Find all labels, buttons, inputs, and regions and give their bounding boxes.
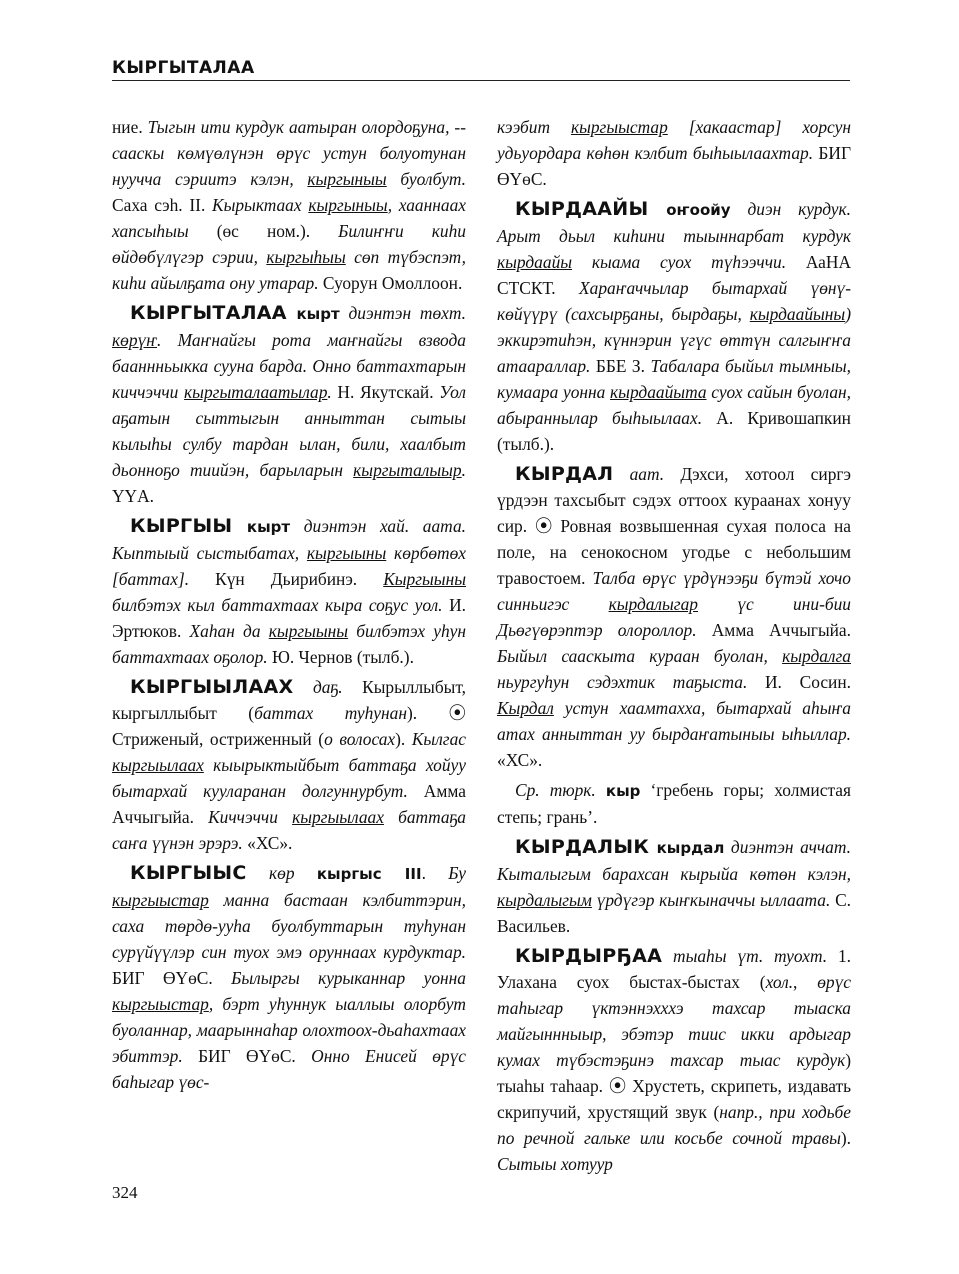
entry-headword: КЫРДАЛ [515,463,614,485]
entry-headword: КЫРГЫЫ [130,515,233,537]
etymology-note: Ср. тюрк. кыр ‘гребень горы; холмистая степь; грань’. [497,780,851,827]
dictionary-entry: КЫРГЫТАЛАА кырт диэнтэн төхт. көрүҥ. Маҥнайгы рота маҥнайгы взвода бааннньыкка сууна барда. Онно баттахтарын киччэччи кыргыталаатылар. Н. Якутскай. Уол аҕатын сыттыгын анныттан сытыы кылыһы сулбу тардан ылан, били, хаалбыт дьонноҕо тиийэн, барыларын кыргыталыыр. ҮҮА. [112,302,466,506]
dictionary-entry: КЫРДАЛ аат. Дэхси, хотоол сиргэ үрдээн тахсыбыт сэдэх оттоох кураанах хонуу сир. ⦿ Ровная возвышенная сухая полоса на поле, на сенокосном угодье с небольшим травостоем. Талба өрүс үрдүнээҕи бүтэй хочо синньигэс кырдалыгар үс ини-бии Дьөгүөрэптэр олороллор. Амма Аччыгыйа. Быйыл сааскыта кураан буолан, кырдалга ньургуһун сэдэхтик таҕыста. И. Сосин. Кырдал устун хаамтахха, бытархай аһыҥа атах анныттан уу бырдаҥатыныы ыһыллар. «ХС». [497,463,852,770]
entry-headword: КЫРДААЙЫ [515,198,649,220]
dictionary-entry: КЫРГЫЫ кырт диэнтэн хай. аата. Кыптыый сыстыбатах, кыргыыны көрбөтөх [баттах]. Күн Дьирибинэ. Кыргыыны билбэтэх кыл баттахтаах кыра соҕус уол. И. Эртюков. Хаһан да кыргыыны билбэтэх уһун баттахтаах оҕолор. Ю. Чернов (тылб.). [112,515,466,667]
entry-headword: КЫРГЫТАЛАА [130,302,287,324]
entry-headword: КЫРГЫЫС [130,862,247,884]
entry-headword: КЫРГЫЫЛААХ [130,676,294,698]
page-number: 324 [112,1183,138,1202]
dictionary-entry: КЫРДАЛЫК кырдал диэнтэн аччат. Кыталыгым барахсан кырыйа көтөн кэлэн, кырдалыгым үрдүгэр кыҥкыначчы ыллаата. С. Васильев. [497,836,852,936]
continued-entry-paragraph: ние. Тыгын ити курдук аатыран олордоҕуна, -- сааскы көмүөлүнэн өрүс устун болуотунан нуучча сэриитэ кэлэн, кыргыныы буолбут. Саха сэһ. II. Кырыктаах кыргыныы, хааннаах хапсыһыы (өс ном.). Билиҥҥи киһи өйдөбүлүгэр сэрии, кыргыһыы сөп түбэспэт, киһи айылҕата ону утарар. Суорун Омоллоон. [112,117,467,293]
left-column [112,114,466,1099]
right-column [497,114,851,1181]
header-rule [112,80,850,81]
running-header-title: КЫРГЫТАЛАА [112,58,255,78]
dictionary-entry: КЫРГЫЫС көр кыргыс III. Бу кыргыыстар манна бастаан кэлбиттэрин, саха төрдө-ууһа буолбуттарын туһунан сурүйүүлэр син туох эмэ оруннаах курдуктар. БИГ ӨҮөС. Былыргы курыканнар уонна кыргыыстар, бэрт уһуннук ыаллыы олорбут буоланнар, маарыннаһар олохтоох-дьаһахтаах эбиттэр. БИГ ӨҮөС. Онно Енисей өрүс баһыгар үөс- [112,862,467,1092]
entry-headword: КЫРДАЛЫК [515,836,650,858]
continued-entry-paragraph: кээбит кыргыыстар [хакаастар] хорсун удьуордара көһөн кэлбит быһыылаахтар. БИГ ӨҮөС. [497,117,851,189]
entry-headword: КЫРДЫРҔАА [515,945,663,967]
dictionary-entry: КЫРДААЙЫ оҥоойу диэн курдук. Арыт дьыл киһини тыыннарбат курдук кырдаайы кыама суох түһээччи. АаНА СТСКТ. Хараҥаччылар бытархай үөнү-көйүүрү (сахсырҕаны, бырдаҕы, кырдаайыны) эккирэтиһэн, күннэрин үгүс өттүн салгыҥҥа атаараллар. ББЕ З. Табалара быйыл тымныы, кумаара уонна кырдаайыта суох сайын буолан, абыраннылар быһыылаах. А. Кривошапкин (тылб.). [497,198,852,454]
dictionary-entry: КЫРДЫРҔАА тыаһы үт. туохт. 1. Улахана суох быстах-быстах (хол., өрүс таһыгар үктэннэхххэ тахсар тыаска майгыннныыр, эбэтэр тиис икки ардыгар кумах түбэстэҕинэ тахсар тыас курдук) тыаһы таһаар. ⦿ Хрустеть, скрипеть, издавать скрипучий, хрустящий звук (напр., при ходьбе по речной гальке или косьбе сочной травы). Сытыы хотуур [497,945,851,1174]
running-header [112,58,850,78]
dictionary-entry: КЫРГЫЫЛААХ даҕ. Кырыллыбыт, кыргыллыбыт (баттах туһунан). ⦿ Стриженый, остриженный (о волосах). Кылгас кыргыылаах кыырыктыйбыт баттаҕа хойуу бытархай кууларанан долгуннурбут. Амма Аччыгыйа. Киччэччи кыргыылаах баттаҕа саҥа үүнэн эрэрэ. «ХС». [112,676,466,853]
